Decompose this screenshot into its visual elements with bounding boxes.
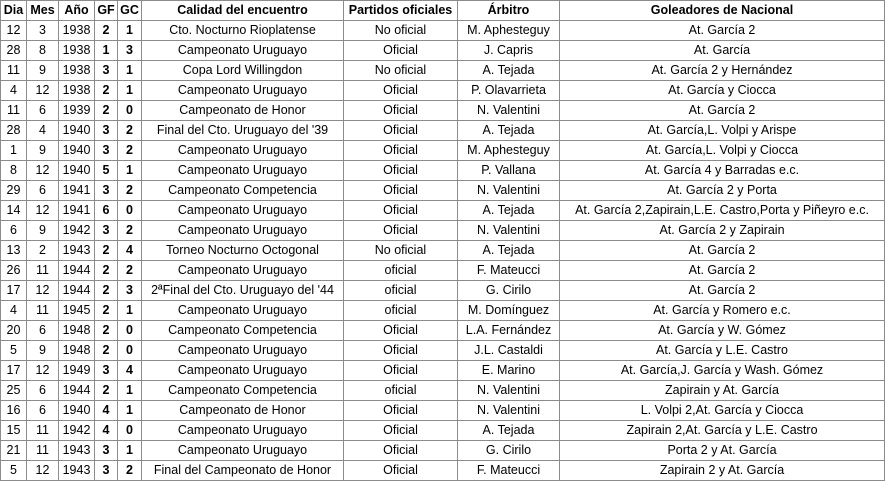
mes-cell: 12 [27,361,59,381]
ano-cell: 1949 [59,361,95,381]
arbitro-cell: A. Tejada [458,421,560,441]
table-row [1,421,885,441]
calidad-cell: Campeonato de Honor [142,401,344,421]
goleadores-cell: At. García 2 y Zapirain [560,221,885,241]
gf-cell: 2 [95,381,118,401]
table-row [1,41,885,61]
calidad-cell: Cto. Nocturno Rioplatense [142,21,344,41]
dia-cell: 4 [1,301,27,321]
goleadores-cell: Porta 2 y At. García [560,441,885,461]
ano-cell: 1945 [59,301,95,321]
gf-cell: 3 [95,361,118,381]
mes-cell: 9 [27,341,59,361]
goleadores-cell: At. García [560,41,885,61]
calidad-cell: Campeonato Uruguayo [142,221,344,241]
mes-cell: 12 [27,461,59,481]
partidos-cell: Oficial [344,201,458,221]
partidos-cell: Oficial [344,321,458,341]
gc-cell: 4 [118,361,142,381]
arbitro-cell: N. Valentini [458,181,560,201]
dia-cell: 1 [1,141,27,161]
gf-cell: 3 [95,121,118,141]
header-row [1,1,885,21]
gc-cell: 4 [118,241,142,261]
calidad-cell: Campeonato Uruguayo [142,261,344,281]
mes-cell: 12 [27,201,59,221]
ano-cell: 1942 [59,221,95,241]
dia-cell: 15 [1,421,27,441]
gc-cell: 2 [118,221,142,241]
header-calidad: Calidad del encuentro [142,1,344,21]
table-row [1,321,885,341]
ano-cell: 1938 [59,41,95,61]
mes-cell: 12 [27,281,59,301]
goleadores-cell: At. García y L.E. Castro [560,341,885,361]
goleadores-cell: At. García 2 y Hernández [560,61,885,81]
partidos-cell: Oficial [344,121,458,141]
calidad-cell: Campeonato Uruguayo [142,421,344,441]
mes-cell: 6 [27,401,59,421]
partidos-cell: Oficial [344,181,458,201]
gc-cell: 1 [118,441,142,461]
gc-cell: 0 [118,421,142,441]
mes-cell: 9 [27,61,59,81]
gc-cell: 2 [118,261,142,281]
partidos-cell: No oficial [344,21,458,41]
table-row [1,281,885,301]
gc-cell: 1 [118,381,142,401]
gf-cell: 2 [95,81,118,101]
gc-cell: 0 [118,101,142,121]
table-row [1,441,885,461]
calidad-cell: Copa Lord Willingdon [142,61,344,81]
ano-cell: 1941 [59,181,95,201]
calidad-cell: Final del Cto. Uruguayo del '39 [142,121,344,141]
arbitro-cell: A. Tejada [458,201,560,221]
gf-cell: 2 [95,321,118,341]
gf-cell: 2 [95,301,118,321]
calidad-cell: Campeonato Uruguayo [142,301,344,321]
arbitro-cell: E. Marino [458,361,560,381]
dia-cell: 5 [1,461,27,481]
gc-cell: 1 [118,81,142,101]
gf-cell: 2 [95,101,118,121]
gc-cell: 1 [118,401,142,421]
ano-cell: 1940 [59,141,95,161]
table-row [1,81,885,101]
dia-cell: 20 [1,321,27,341]
goleadores-cell: At. García 2 [560,281,885,301]
ano-cell: 1940 [59,121,95,141]
dia-cell: 17 [1,281,27,301]
gf-cell: 6 [95,201,118,221]
arbitro-cell: N. Valentini [458,221,560,241]
partidos-cell: Oficial [344,41,458,61]
goleadores-cell: At. García,L. Volpi y Arispe [560,121,885,141]
goleadores-cell: At. García 2 [560,101,885,121]
dia-cell: 28 [1,41,27,61]
partidos-cell: Oficial [344,341,458,361]
arbitro-cell: M. Domínguez [458,301,560,321]
gc-cell: 1 [118,21,142,41]
mes-cell: 6 [27,321,59,341]
goleadores-cell: At. García 4 y Barradas e.c. [560,161,885,181]
table-row [1,221,885,241]
dia-cell: 14 [1,201,27,221]
gc-cell: 1 [118,61,142,81]
mes-cell: 6 [27,381,59,401]
gf-cell: 2 [95,21,118,41]
ano-cell: 1938 [59,21,95,41]
table-row [1,141,885,161]
gc-cell: 0 [118,201,142,221]
gf-cell: 3 [95,461,118,481]
dia-cell: 28 [1,121,27,141]
ano-cell: 1940 [59,161,95,181]
table-row [1,341,885,361]
partidos-cell: Oficial [344,361,458,381]
ano-cell: 1938 [59,61,95,81]
arbitro-cell: F. Mateucci [458,261,560,281]
partidos-cell: Oficial [344,81,458,101]
calidad-cell: Campeonato Competencia [142,181,344,201]
mes-cell: 11 [27,261,59,281]
partidos-cell: Oficial [344,141,458,161]
table-row [1,301,885,321]
arbitro-cell: N. Valentini [458,381,560,401]
goleadores-cell: Zapirain 2,At. García y L.E. Castro [560,421,885,441]
partidos-cell: Oficial [344,441,458,461]
ano-cell: 1948 [59,341,95,361]
gc-cell: 2 [118,181,142,201]
arbitro-cell: N. Valentini [458,401,560,421]
gc-cell: 3 [118,281,142,301]
partidos-cell: oficial [344,301,458,321]
header-gf: GF [95,1,118,21]
arbitro-cell: P. Olavarrieta [458,81,560,101]
calidad-cell: Campeonato Uruguayo [142,161,344,181]
dia-cell: 5 [1,341,27,361]
header-goleadores: Goleadores de Nacional [560,1,885,21]
arbitro-cell: G. Cirilo [458,281,560,301]
goleadores-cell: L. Volpi 2,At. García y Ciocca [560,401,885,421]
header-mes: Mes [27,1,59,21]
dia-cell: 13 [1,241,27,261]
gf-cell: 2 [95,281,118,301]
goleadores-cell: At. García y Romero e.c. [560,301,885,321]
mes-cell: 12 [27,161,59,181]
partidos-cell: Oficial [344,221,458,241]
calidad-cell: Final del Campeonato de Honor [142,461,344,481]
dia-cell: 6 [1,221,27,241]
mes-cell: 9 [27,221,59,241]
dia-cell: 26 [1,261,27,281]
ano-cell: 1943 [59,461,95,481]
ano-cell: 1944 [59,381,95,401]
dia-cell: 17 [1,361,27,381]
partidos-cell: oficial [344,281,458,301]
ano-cell: 1941 [59,201,95,221]
calidad-cell: Campeonato Uruguayo [142,41,344,61]
calidad-cell: Campeonato Uruguayo [142,441,344,461]
goleadores-cell: Zapirain 2 y At. García [560,461,885,481]
header-ano: Año [59,1,95,21]
table-row [1,361,885,381]
calidad-cell: Campeonato Uruguayo [142,341,344,361]
mes-cell: 9 [27,141,59,161]
gc-cell: 0 [118,341,142,361]
gf-cell: 4 [95,401,118,421]
gc-cell: 2 [118,461,142,481]
ano-cell: 1948 [59,321,95,341]
arbitro-cell: L.A. Fernández [458,321,560,341]
partidos-cell: No oficial [344,61,458,81]
table-row [1,381,885,401]
goleadores-cell: At. García y Ciocca [560,81,885,101]
dia-cell: 8 [1,161,27,181]
partidos-cell: Oficial [344,101,458,121]
ano-cell: 1944 [59,281,95,301]
table-row [1,161,885,181]
gf-cell: 1 [95,41,118,61]
calidad-cell: Campeonato Uruguayo [142,361,344,381]
mes-cell: 8 [27,41,59,61]
calidad-cell: 2ªFinal del Cto. Uruguayo del '44 [142,281,344,301]
table-row [1,201,885,221]
table-row [1,461,885,481]
mes-cell: 4 [27,121,59,141]
arbitro-cell: A. Tejada [458,61,560,81]
ano-cell: 1940 [59,401,95,421]
goleadores-cell: At. García 2 [560,261,885,281]
calidad-cell: Campeonato Competencia [142,381,344,401]
table-row [1,241,885,261]
gc-cell: 2 [118,121,142,141]
calidad-cell: Campeonato Uruguayo [142,201,344,221]
arbitro-cell: J.L. Castaldi [458,341,560,361]
arbitro-cell: A. Tejada [458,241,560,261]
mes-cell: 12 [27,81,59,101]
gc-cell: 1 [118,301,142,321]
gf-cell: 2 [95,341,118,361]
arbitro-cell: A. Tejada [458,121,560,141]
arbitro-cell: M. Aphesteguy [458,141,560,161]
dia-cell: 12 [1,21,27,41]
gf-cell: 2 [95,261,118,281]
ano-cell: 1938 [59,81,95,101]
gc-cell: 3 [118,41,142,61]
gf-cell: 3 [95,221,118,241]
arbitro-cell: N. Valentini [458,101,560,121]
gf-cell: 3 [95,441,118,461]
gf-cell: 4 [95,421,118,441]
calidad-cell: Campeonato de Honor [142,101,344,121]
mes-cell: 6 [27,181,59,201]
table-row [1,401,885,421]
mes-cell: 11 [27,441,59,461]
ano-cell: 1939 [59,101,95,121]
ano-cell: 1942 [59,421,95,441]
dia-cell: 29 [1,181,27,201]
arbitro-cell: P. Vallana [458,161,560,181]
ano-cell: 1943 [59,441,95,461]
gc-cell: 2 [118,141,142,161]
dia-cell: 21 [1,441,27,461]
mes-cell: 11 [27,421,59,441]
dia-cell: 11 [1,101,27,121]
table-row [1,121,885,141]
mes-cell: 3 [27,21,59,41]
table-row [1,21,885,41]
partidos-cell: Oficial [344,161,458,181]
calidad-cell: Torneo Nocturno Octogonal [142,241,344,261]
ano-cell: 1943 [59,241,95,261]
dia-cell: 25 [1,381,27,401]
arbitro-cell: G. Cirilo [458,441,560,461]
header-dia: Dia [1,1,27,21]
calidad-cell: Campeonato Uruguayo [142,141,344,161]
gf-cell: 5 [95,161,118,181]
gf-cell: 2 [95,241,118,261]
goleadores-cell: At. García,L. Volpi y Ciocca [560,141,885,161]
table-row [1,61,885,81]
dia-cell: 11 [1,61,27,81]
ano-cell: 1944 [59,261,95,281]
gf-cell: 3 [95,61,118,81]
dia-cell: 16 [1,401,27,421]
header-gc: GC [118,1,142,21]
calidad-cell: Campeonato Competencia [142,321,344,341]
table-row [1,101,885,121]
calidad-cell: Campeonato Uruguayo [142,81,344,101]
goleadores-cell: At. García 2 [560,21,885,41]
mes-cell: 6 [27,101,59,121]
goleadores-cell: At. García y W. Gómez [560,321,885,341]
arbitro-cell: M. Aphesteguy [458,21,560,41]
arbitro-cell: J. Capris [458,41,560,61]
partidos-cell: Oficial [344,421,458,441]
goleadores-cell: At. García 2,Zapirain,L.E. Castro,Porta y Piñeyro e.c. [560,201,885,221]
gc-cell: 1 [118,161,142,181]
table-row [1,261,885,281]
partidos-cell: Oficial [344,401,458,421]
gf-cell: 3 [95,181,118,201]
partidos-cell: oficial [344,261,458,281]
partidos-cell: oficial [344,381,458,401]
goleadores-cell: At. García 2 [560,241,885,261]
goleadores-cell: At. García,J. García y Wash. Gómez [560,361,885,381]
arbitro-cell: F. Mateucci [458,461,560,481]
mes-cell: 11 [27,301,59,321]
partidos-cell: No oficial [344,241,458,261]
gc-cell: 0 [118,321,142,341]
gf-cell: 3 [95,141,118,161]
header-partidos: Partidos oficiales [344,1,458,21]
header-arbitro: Árbitro [458,1,560,21]
partidos-cell: Oficial [344,461,458,481]
goleadores-cell: Zapirain y At. García [560,381,885,401]
mes-cell: 2 [27,241,59,261]
goleadores-cell: At. García 2 y Porta [560,181,885,201]
table-row [1,181,885,201]
dia-cell: 4 [1,81,27,101]
